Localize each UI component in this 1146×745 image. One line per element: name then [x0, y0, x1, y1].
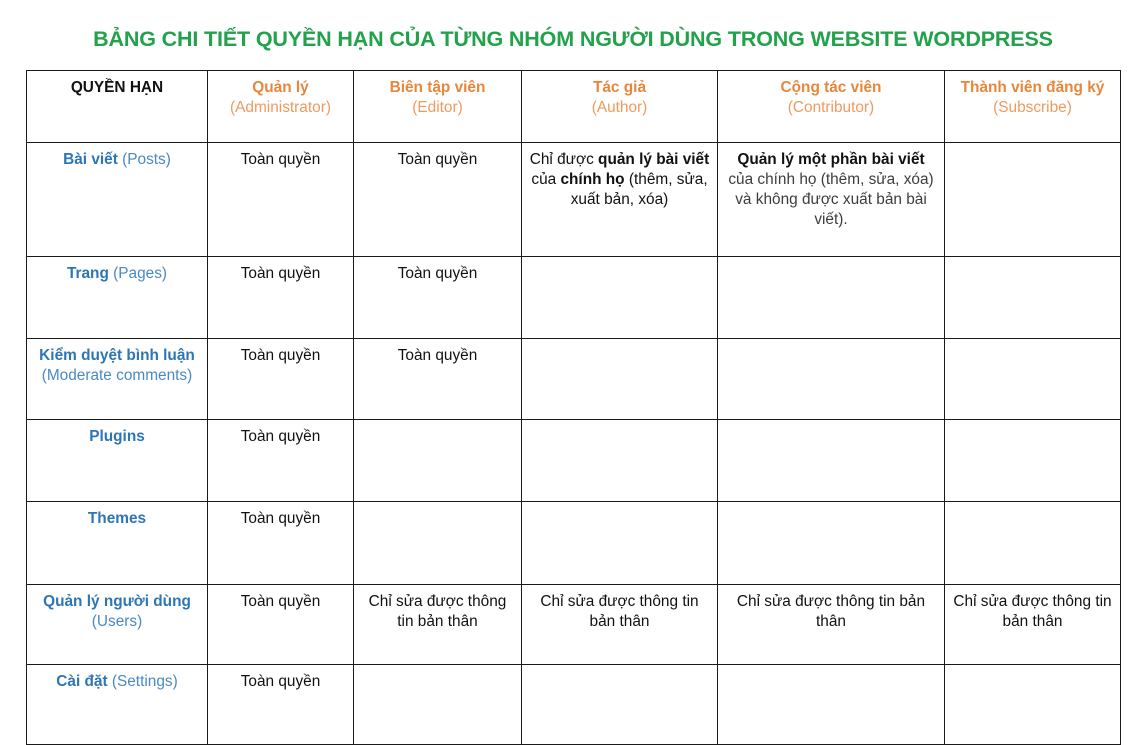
cell-settings-contributor	[718, 665, 945, 745]
header-author-en: (Author)	[591, 99, 648, 117]
header-cell-administrator	[208, 71, 354, 143]
header-cell-contributor	[718, 71, 945, 143]
cell-posts-contributor-p1: Quản lý một phần bài viết	[737, 151, 925, 168]
table-row	[27, 143, 1121, 257]
cell-themes-contributor	[718, 502, 945, 585]
cell-users-administrator: Toàn quyền	[208, 585, 354, 665]
cell-plugins-author	[522, 420, 718, 502]
row-label-themes-vi: Themes	[87, 510, 147, 527]
row-label-plugins	[27, 420, 208, 502]
cell-posts-contributor-p2: của chính họ (thêm, sửa, xóa) và không được xuất bản bài viết).	[728, 171, 934, 229]
row-label-pages	[27, 257, 208, 339]
header-subscribe-en: (Subscribe)	[993, 99, 1072, 117]
page-title: BẢNG CHI TIẾT QUYỀN HẠN CỦA TỪNG NHÓM NGƯỜI DÙNG TRONG WEBSITE WORDPRESS	[93, 27, 1053, 51]
header-cell-subscribe	[945, 71, 1121, 143]
cell-posts-subscribe	[945, 143, 1121, 257]
row-label-users	[27, 585, 208, 665]
cell-users-author: Chỉ sửa được thông tin bản thân	[522, 585, 718, 665]
permissions-table	[26, 70, 1121, 745]
header-editor-vi: Biên tập viên	[389, 79, 486, 96]
cell-settings-subscribe	[945, 665, 1121, 745]
header-administrator-en: (Administrator)	[230, 99, 331, 117]
cell-plugins-editor	[354, 420, 522, 502]
cell-moderate-comments-contributor	[718, 339, 945, 420]
row-label-posts	[27, 143, 208, 257]
cell-pages-subscribe	[945, 257, 1121, 339]
row-label-themes	[27, 502, 208, 585]
cell-posts-author-p4: chính họ	[560, 171, 625, 189]
cell-posts-author-p3: của	[531, 171, 561, 189]
row-label-settings-en: (Settings)	[111, 673, 178, 690]
table-row	[27, 585, 1121, 665]
table-row	[27, 420, 1121, 502]
row-label-settings-vi: Cài đặt	[56, 673, 108, 690]
permissions-table-container	[26, 70, 1120, 745]
row-label-settings	[27, 665, 208, 745]
table-row	[27, 665, 1121, 745]
header-contributor-en: (Contributor)	[787, 99, 875, 117]
row-label-posts-vi: Bài viết	[63, 151, 118, 168]
cell-plugins-subscribe	[945, 420, 1121, 502]
cell-posts-editor: Toàn quyền	[354, 143, 522, 257]
row-label-pages-en: (Pages)	[113, 265, 168, 282]
cell-pages-editor: Toàn quyền	[354, 257, 522, 339]
header-administrator-vi: Quản lý	[252, 79, 309, 96]
header-cell-permission: QUYỀN HẠN	[27, 71, 208, 143]
cell-moderate-comments-author	[522, 339, 718, 420]
row-label-users-en: (Users)	[91, 613, 143, 631]
cell-users-subscribe: Chỉ sửa được thông tin bản thân	[945, 585, 1121, 665]
cell-posts-author-p2: quản lý bài viết	[598, 151, 710, 168]
cell-posts-author-p1: Chỉ được	[529, 151, 599, 168]
cell-settings-administrator: Toàn quyền	[208, 665, 354, 745]
cell-themes-author	[522, 502, 718, 585]
cell-settings-author	[522, 665, 718, 745]
cell-users-editor: Chỉ sửa được thông tin bản thân	[354, 585, 522, 665]
cell-posts-administrator: Toàn quyền	[208, 143, 354, 257]
table-row	[27, 257, 1121, 339]
cell-posts-author-p5: (thêm, sửa, xuất bản, xóa)	[570, 171, 708, 209]
table-row	[27, 339, 1121, 420]
cell-pages-contributor	[718, 257, 945, 339]
row-label-moderate-comments-en: (Moderate comments)	[41, 367, 193, 385]
cell-posts-contributor	[718, 143, 945, 257]
cell-moderate-comments-editor: Toàn quyền	[354, 339, 522, 420]
header-contributor-vi: Cộng tác viên	[780, 79, 882, 96]
cell-moderate-comments-administrator: Toàn quyền	[208, 339, 354, 420]
cell-themes-administrator: Toàn quyền	[208, 502, 354, 585]
header-editor-en: (Editor)	[412, 99, 463, 117]
row-label-moderate-comments	[27, 339, 208, 420]
cell-moderate-comments-subscribe	[945, 339, 1121, 420]
table-header-row	[27, 71, 1121, 143]
cell-plugins-administrator: Toàn quyền	[208, 420, 354, 502]
cell-themes-editor	[354, 502, 522, 585]
cell-pages-administrator: Toàn quyền	[208, 257, 354, 339]
cell-settings-editor	[354, 665, 522, 745]
cell-themes-subscribe	[945, 502, 1121, 585]
row-label-users-vi: Quản lý người dùng	[43, 593, 191, 610]
row-label-posts-en: (Posts)	[122, 151, 171, 168]
row-label-plugins-vi: Plugins	[89, 428, 145, 445]
cell-plugins-contributor	[718, 420, 945, 502]
cell-users-contributor: Chỉ sửa được thông tin bản thân	[718, 585, 945, 665]
header-author-vi: Tác giả	[592, 79, 647, 96]
cell-posts-author	[522, 143, 718, 257]
header-subscribe-vi: Thành viên đăng ký	[960, 79, 1105, 96]
header-cell-author	[522, 71, 718, 143]
table-row	[27, 502, 1121, 585]
cell-pages-author	[522, 257, 718, 339]
header-cell-editor	[354, 71, 522, 143]
row-label-moderate-comments-vi: Kiểm duyệt bình luận	[39, 347, 195, 364]
row-label-pages-vi: Trang	[66, 265, 109, 282]
